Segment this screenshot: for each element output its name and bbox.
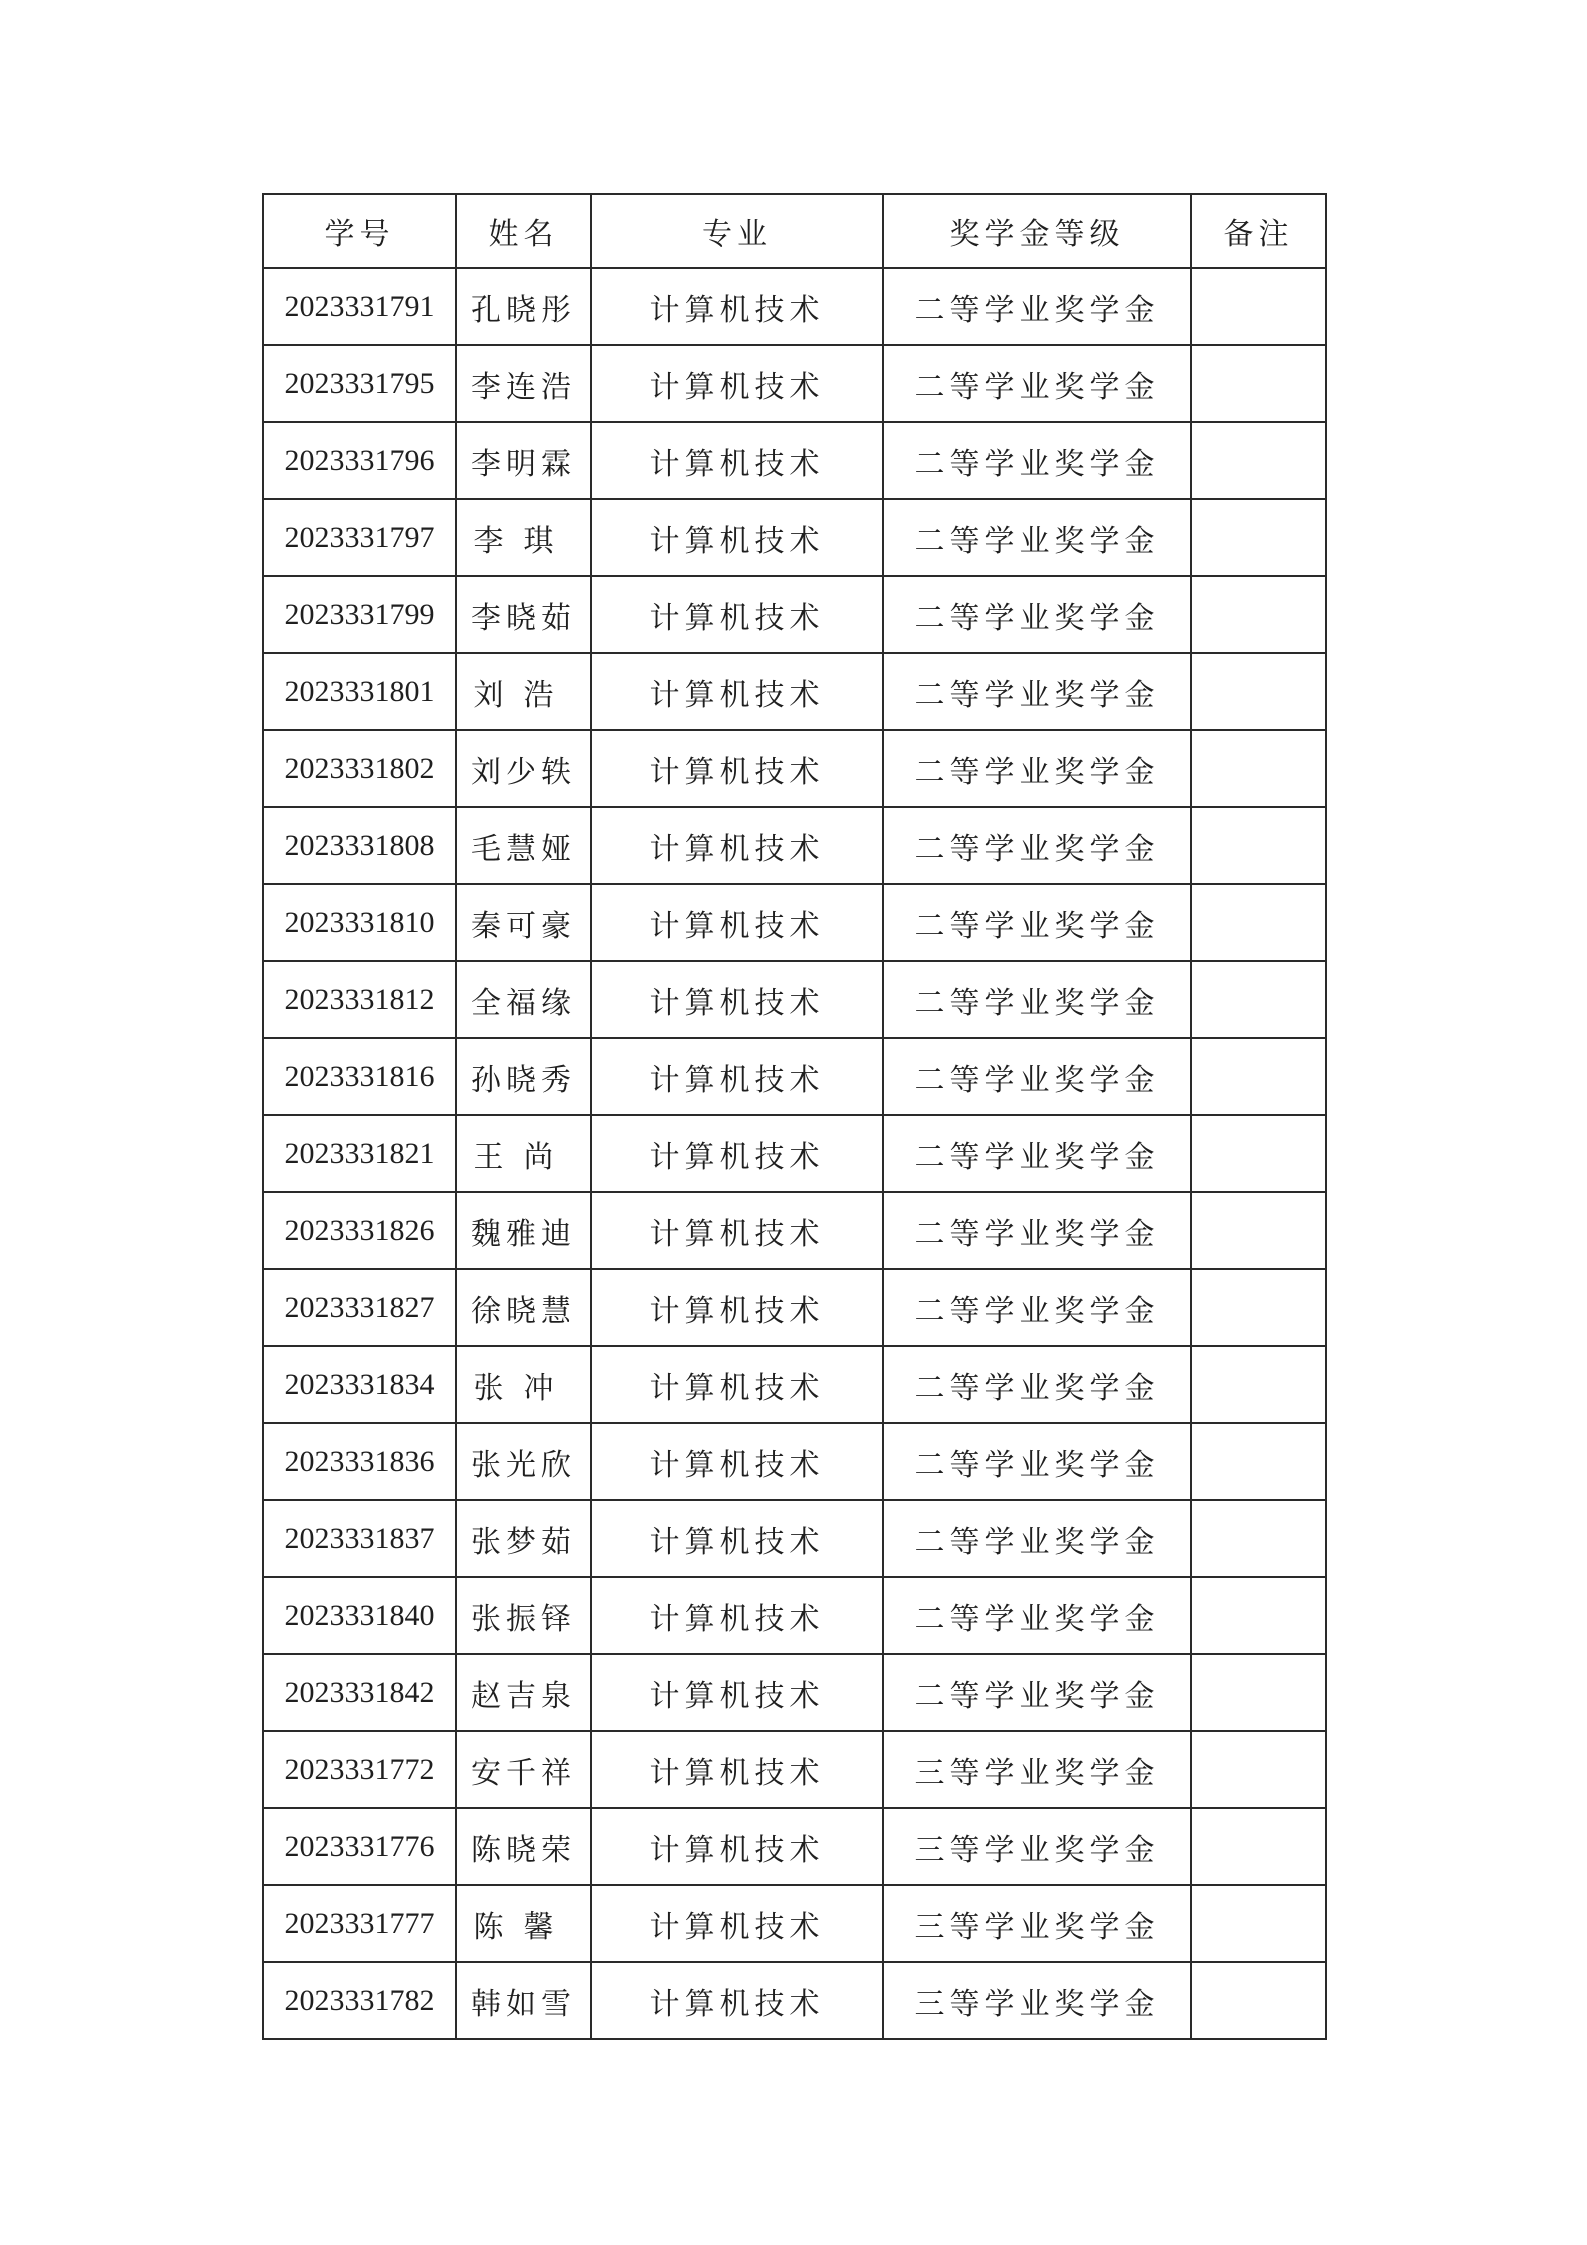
remark-cell: [1191, 1500, 1326, 1577]
student-name-cell: 孙晓秀: [456, 1038, 591, 1115]
remark-cell: [1191, 961, 1326, 1038]
scholarship-level-cell: 三等学业奖学金: [883, 1731, 1191, 1808]
student-name-cell: 韩如雪: [456, 1962, 591, 2039]
table-row: [263, 268, 1326, 345]
table-row: [263, 807, 1326, 884]
major-cell: 计算机技术: [591, 1577, 883, 1654]
student-name-cell: 张光欣: [456, 1423, 591, 1500]
student-name-cell: 王尚: [456, 1115, 591, 1192]
remark-cell: [1191, 1885, 1326, 1962]
remark-cell: [1191, 1654, 1326, 1731]
scholarship-level-cell: 二等学业奖学金: [883, 1577, 1191, 1654]
remark-cell: [1191, 345, 1326, 422]
table-row: [263, 1346, 1326, 1423]
student-id-cell: 2023331801: [263, 653, 456, 730]
student-id-cell: 2023331776: [263, 1808, 456, 1885]
major-cell: 计算机技术: [591, 345, 883, 422]
header-student-id: 学号: [263, 194, 456, 268]
scholarship-level-cell: 二等学业奖学金: [883, 961, 1191, 1038]
remark-cell: [1191, 730, 1326, 807]
student-id-cell: 2023331796: [263, 422, 456, 499]
major-cell: 计算机技术: [591, 807, 883, 884]
major-cell: 计算机技术: [591, 1423, 883, 1500]
table-row: [263, 730, 1326, 807]
scholarship-level-cell: 三等学业奖学金: [883, 1962, 1191, 2039]
student-name-cell: 李连浩: [456, 345, 591, 422]
student-id-cell: 2023331802: [263, 730, 456, 807]
student-name-cell: 李晓茹: [456, 576, 591, 653]
student-id-cell: 2023331816: [263, 1038, 456, 1115]
scholarship-level-cell: 二等学业奖学金: [883, 422, 1191, 499]
table-row: [263, 884, 1326, 961]
major-cell: 计算机技术: [591, 576, 883, 653]
major-cell: 计算机技术: [591, 730, 883, 807]
major-cell: 计算机技术: [591, 1500, 883, 1577]
student-id-cell: 2023331836: [263, 1423, 456, 1500]
remark-cell: [1191, 1808, 1326, 1885]
major-cell: 计算机技术: [591, 884, 883, 961]
major-cell: 计算机技术: [591, 1962, 883, 2039]
remark-cell: [1191, 1038, 1326, 1115]
student-id-cell: 2023331782: [263, 1962, 456, 2039]
remark-cell: [1191, 1962, 1326, 2039]
student-id-cell: 2023331799: [263, 576, 456, 653]
table-row: [263, 1962, 1326, 2039]
student-name-cell: 孔晓彤: [456, 268, 591, 345]
student-name-cell: 张振铎: [456, 1577, 591, 1654]
student-id-cell: 2023331791: [263, 268, 456, 345]
student-id-cell: 2023331826: [263, 1192, 456, 1269]
table-row: [263, 961, 1326, 1038]
major-cell: 计算机技术: [591, 1885, 883, 1962]
student-name-cell: 张梦茹: [456, 1500, 591, 1577]
student-id-cell: 2023331810: [263, 884, 456, 961]
student-id-cell: 2023331797: [263, 499, 456, 576]
table-row: [263, 1192, 1326, 1269]
student-name-cell: 安千祥: [456, 1731, 591, 1808]
table-row: [263, 653, 1326, 730]
scholarship-level-cell: 二等学业奖学金: [883, 1038, 1191, 1115]
major-cell: 计算机技术: [591, 268, 883, 345]
student-id-cell: 2023331795: [263, 345, 456, 422]
major-cell: 计算机技术: [591, 1192, 883, 1269]
scholarship-level-cell: 二等学业奖学金: [883, 1500, 1191, 1577]
student-name-cell: 秦可豪: [456, 884, 591, 961]
major-cell: 计算机技术: [591, 1346, 883, 1423]
remark-cell: [1191, 1269, 1326, 1346]
remark-cell: [1191, 268, 1326, 345]
remark-cell: [1191, 499, 1326, 576]
major-cell: 计算机技术: [591, 653, 883, 730]
table-row: [263, 1423, 1326, 1500]
major-cell: 计算机技术: [591, 1654, 883, 1731]
major-cell: 计算机技术: [591, 1808, 883, 1885]
scholarship-level-cell: 二等学业奖学金: [883, 1192, 1191, 1269]
scholarship-level-cell: 二等学业奖学金: [883, 807, 1191, 884]
major-cell: 计算机技术: [591, 1269, 883, 1346]
student-name-cell: 毛慧娅: [456, 807, 591, 884]
remark-cell: [1191, 1192, 1326, 1269]
scholarship-level-cell: 三等学业奖学金: [883, 1885, 1191, 1962]
student-name-cell: 陈晓荣: [456, 1808, 591, 1885]
student-name-cell: 李琪: [456, 499, 591, 576]
scholarship-level-cell: 二等学业奖学金: [883, 1423, 1191, 1500]
major-cell: 计算机技术: [591, 422, 883, 499]
remark-cell: [1191, 807, 1326, 884]
table-row: [263, 1885, 1326, 1962]
table-row: [263, 499, 1326, 576]
table-row: [263, 576, 1326, 653]
table-row: [263, 1269, 1326, 1346]
scholarship-level-cell: 二等学业奖学金: [883, 345, 1191, 422]
student-name-cell: 李明霖: [456, 422, 591, 499]
student-id-cell: 2023331812: [263, 961, 456, 1038]
table-row: [263, 345, 1326, 422]
scholarship-level-cell: 二等学业奖学金: [883, 1269, 1191, 1346]
student-id-cell: 2023331837: [263, 1500, 456, 1577]
header-remark: 备注: [1191, 194, 1326, 268]
scholarship-table: [262, 193, 1327, 2040]
table-row: [263, 1577, 1326, 1654]
scholarship-level-cell: 二等学业奖学金: [883, 268, 1191, 345]
student-id-cell: 2023331827: [263, 1269, 456, 1346]
remark-cell: [1191, 1115, 1326, 1192]
remark-cell: [1191, 1346, 1326, 1423]
student-id-cell: 2023331834: [263, 1346, 456, 1423]
scholarship-level-cell: 二等学业奖学金: [883, 884, 1191, 961]
student-id-cell: 2023331808: [263, 807, 456, 884]
scholarship-level-cell: 二等学业奖学金: [883, 730, 1191, 807]
table-row: [263, 1038, 1326, 1115]
scholarship-level-cell: 三等学业奖学金: [883, 1808, 1191, 1885]
scholarship-level-cell: 二等学业奖学金: [883, 1346, 1191, 1423]
student-name-cell: 徐晓慧: [456, 1269, 591, 1346]
major-cell: 计算机技术: [591, 1731, 883, 1808]
table-row: [263, 1500, 1326, 1577]
major-cell: 计算机技术: [591, 1115, 883, 1192]
scholarship-level-cell: 二等学业奖学金: [883, 1115, 1191, 1192]
remark-cell: [1191, 1731, 1326, 1808]
remark-cell: [1191, 422, 1326, 499]
table-row: [263, 1115, 1326, 1192]
student-name-cell: 全福缘: [456, 961, 591, 1038]
student-name-cell: 张冲: [456, 1346, 591, 1423]
scholarship-level-cell: 二等学业奖学金: [883, 499, 1191, 576]
remark-cell: [1191, 1577, 1326, 1654]
student-id-cell: 2023331772: [263, 1731, 456, 1808]
major-cell: 计算机技术: [591, 1038, 883, 1115]
header-scholarship-level: 奖学金等级: [883, 194, 1191, 268]
major-cell: 计算机技术: [591, 499, 883, 576]
student-name-cell: 魏雅迪: [456, 1192, 591, 1269]
header-row: [263, 194, 1326, 268]
table-row: [263, 422, 1326, 499]
remark-cell: [1191, 576, 1326, 653]
remark-cell: [1191, 884, 1326, 961]
student-name-cell: 赵吉泉: [456, 1654, 591, 1731]
student-id-cell: 2023331842: [263, 1654, 456, 1731]
table-header: [263, 194, 1326, 268]
table-row: [263, 1808, 1326, 1885]
table-row: [263, 1654, 1326, 1731]
major-cell: 计算机技术: [591, 961, 883, 1038]
table-row: [263, 1731, 1326, 1808]
remark-cell: [1191, 653, 1326, 730]
header-name: 姓名: [456, 194, 591, 268]
remark-cell: [1191, 1423, 1326, 1500]
scholarship-level-cell: 二等学业奖学金: [883, 576, 1191, 653]
student-name-cell: 刘少轶: [456, 730, 591, 807]
scholarship-level-cell: 二等学业奖学金: [883, 1654, 1191, 1731]
student-id-cell: 2023331840: [263, 1577, 456, 1654]
student-name-cell: 陈馨: [456, 1885, 591, 1962]
scholarship-level-cell: 二等学业奖学金: [883, 653, 1191, 730]
student-name-cell: 刘浩: [456, 653, 591, 730]
student-id-cell: 2023331777: [263, 1885, 456, 1962]
student-id-cell: 2023331821: [263, 1115, 456, 1192]
header-major: 专业: [591, 194, 883, 268]
table-body: [263, 268, 1326, 2039]
